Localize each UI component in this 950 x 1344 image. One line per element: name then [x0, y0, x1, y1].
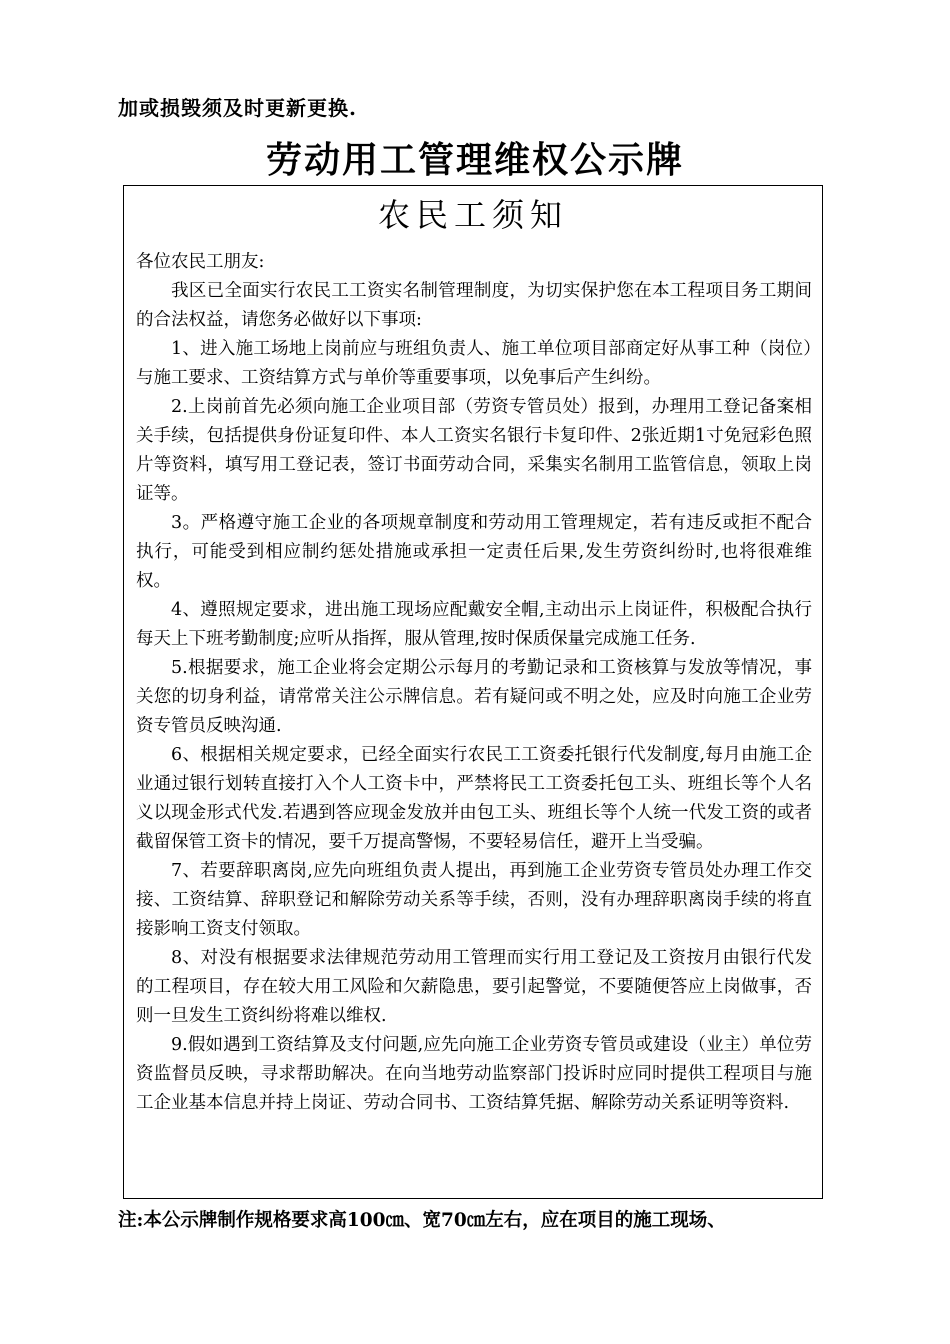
notice-item-2: 2.上岗前首先必须向施工企业项目部（劳资专管员处）报到，办理用工登记备案相关手续，包括提供身份证复印件、本人工资实名银行卡复印件、2张近期1寸免冠彩色照片等资料，填写用工登记表，签订书面劳动合同，采集实名制用工监管信息，领取上岗证等。 — [136, 397, 812, 504]
notice-item-3: 3。严格遵守施工企业的各项规章制度和劳动用工管理规定，若有违反或拒不配合执行，可能受到相应制约惩处措施或承担一定责任后果,发生劳资纠纷时,也将很难维权。 — [136, 513, 812, 591]
bottom-note: 注:本公示牌制作规格要求高100㎝、宽70㎝左右，应在项目的施工现场、 — [118, 1210, 726, 1231]
notice-greeting: 各位农民工朋友: — [136, 252, 265, 272]
page-title: 劳动用工管理维权公示牌 — [265, 139, 684, 181]
notice-item-7: 7、若要辞职离岗,应先向班组负责人提出，再到施工企业劳资专管员处办理工作交接、工资结算、辞职登记和解除劳动关系等手续，否则，没有办理辞职离岗手续的将直接影响工资支付领取。 — [136, 861, 812, 939]
notice-content — [136, 248, 812, 1118]
notice-item-1: 1、进入施工场地上岗前应与班组负责人、施工单位项目部商定好从事工种（岗位）与施工要求、工资结算方式与单价等重要事项，以免事后产生纠纷。 — [136, 339, 812, 388]
notice-item-6: 6、根据相关规定要求，已经全面实行农民工工资委托银行代发制度,每月由施工企业通过银行划转直接打入个人工资卡中，严禁将民工工资委托包工头、班组长等个人名义以现金形式代发.若遇到答应现金发放并由包工头、班组长等个人统一代发工资的或者截留保管工资卡的情况，要千万提高警惕，不要轻易信任，避开上当受骗。 — [136, 745, 812, 852]
notice-board — [123, 185, 823, 1199]
notice-item-9: 9.假如遇到工资结算及支付问题,应先向施工企业劳资专管员或建设（业主）单位劳资监督员反映，寻求帮助解决。在向当地劳动监察部门投诉时应同时提供工程项目与施工企业基本信息并持上岗证、劳动合同书、工资结算凭据、解除劳动关系证明等资料. — [136, 1035, 812, 1113]
notice-intro: 我区已全面实行农民工工资实名制管理制度，为切实保护您在本工程项目务工期间的合法权益，请您务必做好以下事项: — [136, 281, 812, 330]
notice-item-4: 4、遵照规定要求，进出施工现场应配戴安全帽,主动出示上岗证件，积极配合执行每天上下班考勤制度;应听从指挥，服从管理,按时保质保量完成施工任务. — [136, 600, 812, 649]
top-note: 加或损毁须及时更新更换. — [118, 96, 357, 120]
notice-item-5: 5.根据要求，施工企业将会定期公示每月的考勤记录和工资核算与发放等情况，事关您的切身利益，请常常关注公示牌信息。若有疑问或不明之处，应及时向施工企业劳资专管员反映沟通. — [136, 658, 812, 736]
notice-item-8: 8、对没有根据要求法律规范劳动用工管理而实行用工登记及工资按月由银行代发的工程项目，存在较大用工风险和欠薪隐患，要引起警觉，不要随便答应上岗做事，否则一旦发生工资纠纷将难以维权. — [136, 948, 812, 1026]
notice-heading: 农民工须知 — [377, 196, 568, 234]
